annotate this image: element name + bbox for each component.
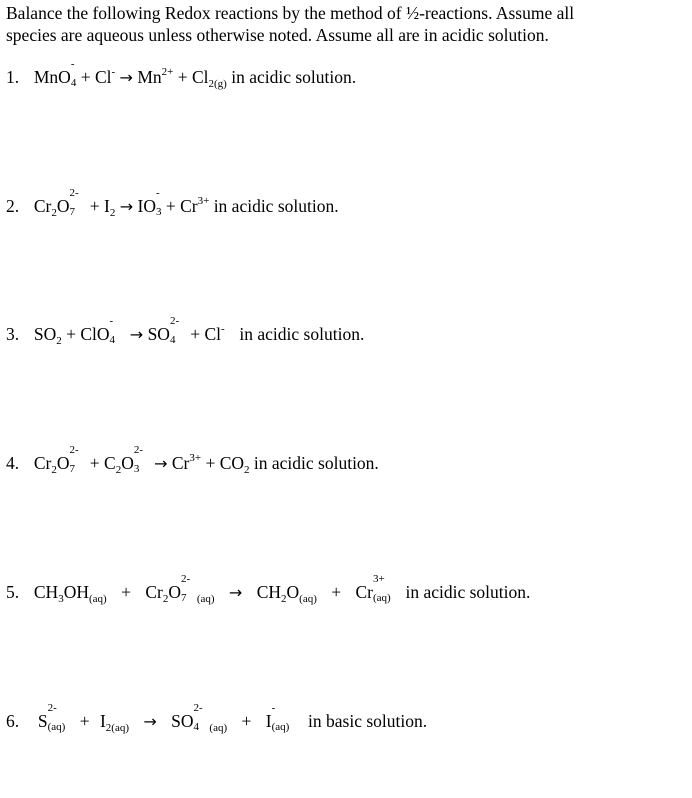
phase-label: (aq) bbox=[196, 593, 215, 605]
species-text: + CO bbox=[205, 453, 245, 473]
species-text: O bbox=[168, 582, 181, 602]
subscript: 7 bbox=[69, 463, 76, 475]
problem-number: 5. bbox=[6, 582, 20, 602]
condition-text: in acidic solution. bbox=[213, 196, 339, 216]
charge: 2+ bbox=[161, 66, 174, 78]
problem-number: 3. bbox=[6, 324, 20, 344]
reaction-arrow: → bbox=[119, 197, 134, 216]
subscript: 4 bbox=[169, 334, 176, 346]
condition-text: in acidic solution. bbox=[239, 324, 365, 344]
charge: 2- bbox=[133, 444, 143, 456]
reaction-arrow: → bbox=[228, 583, 243, 602]
species-text: MnO bbox=[33, 67, 71, 87]
plus-sign: + bbox=[121, 582, 131, 602]
species-text: + Cl bbox=[177, 67, 209, 87]
charge: 3+ bbox=[189, 452, 202, 464]
species-text: + C bbox=[89, 453, 116, 473]
phase-label: (aq) bbox=[88, 593, 107, 605]
species-text: + Cl bbox=[80, 67, 112, 87]
charge: 2- bbox=[69, 187, 79, 199]
charge: 2- bbox=[69, 444, 79, 456]
charge: - bbox=[220, 323, 225, 335]
problem-4 bbox=[6, 444, 379, 476]
species-text: IO bbox=[137, 196, 156, 216]
problem-number: 1. bbox=[6, 67, 20, 87]
species-text: SO bbox=[171, 711, 194, 731]
charge: 3+ bbox=[197, 195, 210, 207]
species-text: + ClO bbox=[66, 324, 110, 344]
species-text: Cr bbox=[33, 196, 52, 216]
subscript: 2(aq) bbox=[105, 722, 129, 734]
charge: - bbox=[271, 702, 276, 714]
instructions-line-2: species are aqueous unless otherwise noted. Assume all are in acidic solution. bbox=[6, 25, 549, 45]
subscript: 2(g) bbox=[208, 78, 227, 90]
charge: - bbox=[70, 58, 75, 70]
subscript: 2 bbox=[109, 207, 116, 219]
subscript: 2 bbox=[51, 464, 57, 476]
condition-text: in basic solution. bbox=[308, 711, 428, 731]
charge: - bbox=[155, 187, 160, 199]
phase-label: (aq) bbox=[271, 721, 290, 733]
phase-label: (aq) bbox=[47, 721, 66, 733]
phase-label: (aq) bbox=[299, 593, 317, 605]
subscript: 3 bbox=[133, 463, 140, 475]
charge: 3+ bbox=[373, 573, 385, 585]
species-text: OH bbox=[63, 582, 89, 602]
species-text: CH bbox=[256, 582, 282, 602]
subscript: 2 bbox=[56, 335, 62, 347]
instructions-line-1: Balance the following Redox reactions by the method of ½-reactions. Assume all bbox=[6, 3, 575, 23]
phase-label: (aq) bbox=[209, 722, 228, 734]
condition-text: in acidic solution. bbox=[231, 67, 357, 87]
problem-2 bbox=[6, 187, 339, 219]
subscript: 3 bbox=[58, 593, 64, 605]
subscript: 2 bbox=[281, 593, 287, 605]
subscript: 7 bbox=[69, 206, 76, 218]
species-text: O bbox=[286, 582, 300, 602]
plus-sign: + bbox=[241, 711, 252, 731]
subscript: 4 bbox=[109, 334, 116, 346]
species-text: SO bbox=[33, 324, 57, 344]
species-text: Cr bbox=[145, 582, 163, 602]
reaction-arrow: → bbox=[129, 325, 144, 344]
species-text: + Cl bbox=[190, 324, 221, 344]
reaction-arrow: → bbox=[154, 454, 168, 473]
species-text: I bbox=[99, 711, 106, 731]
subscript: 4 bbox=[193, 721, 200, 733]
charge: 2- bbox=[169, 315, 180, 327]
condition-text: in acidic solution. bbox=[405, 582, 531, 602]
instructions bbox=[6, 2, 676, 46]
subscript: 7 bbox=[180, 592, 187, 604]
species-text: S bbox=[37, 711, 48, 731]
reaction-arrow: → bbox=[119, 68, 133, 87]
subscript: 2 bbox=[244, 464, 250, 476]
plus-sign: + bbox=[331, 582, 342, 602]
subscript: 2 bbox=[162, 593, 169, 605]
species-text: + Cr bbox=[165, 196, 198, 216]
species-text: + I bbox=[89, 196, 110, 216]
reaction-arrow: → bbox=[143, 712, 157, 731]
species-text: O bbox=[56, 453, 70, 473]
species-text: O bbox=[56, 196, 70, 216]
condition-text: in acidic solution. bbox=[253, 453, 379, 473]
subscript: 2 bbox=[115, 464, 122, 476]
problem-number: 4. bbox=[6, 453, 20, 473]
species-text: Cr bbox=[33, 453, 52, 473]
species-text: SO bbox=[147, 324, 170, 344]
phase-label: (aq) bbox=[373, 592, 391, 604]
charge: 2- bbox=[180, 573, 191, 585]
species-text: CH bbox=[33, 582, 59, 602]
species-text: O bbox=[121, 453, 134, 473]
problem-6 bbox=[6, 702, 428, 735]
charge: - bbox=[109, 315, 114, 327]
subscript: 3 bbox=[155, 206, 162, 218]
charge: 2- bbox=[47, 702, 57, 714]
species-text: Cr bbox=[171, 453, 190, 473]
species-text: Cr bbox=[355, 582, 373, 602]
species-text: I bbox=[265, 711, 272, 731]
problem-3 bbox=[6, 315, 365, 347]
plus-sign: + bbox=[79, 711, 90, 731]
problem-number: 6. bbox=[6, 711, 20, 731]
problem-1 bbox=[6, 58, 357, 90]
problem-5 bbox=[6, 573, 531, 606]
subscript: 2 bbox=[51, 207, 57, 219]
subscript: 4 bbox=[70, 77, 77, 89]
species-text: Mn bbox=[137, 67, 162, 87]
charge: - bbox=[111, 66, 116, 78]
charge: 2- bbox=[193, 702, 203, 714]
problem-number: 2. bbox=[6, 196, 20, 216]
